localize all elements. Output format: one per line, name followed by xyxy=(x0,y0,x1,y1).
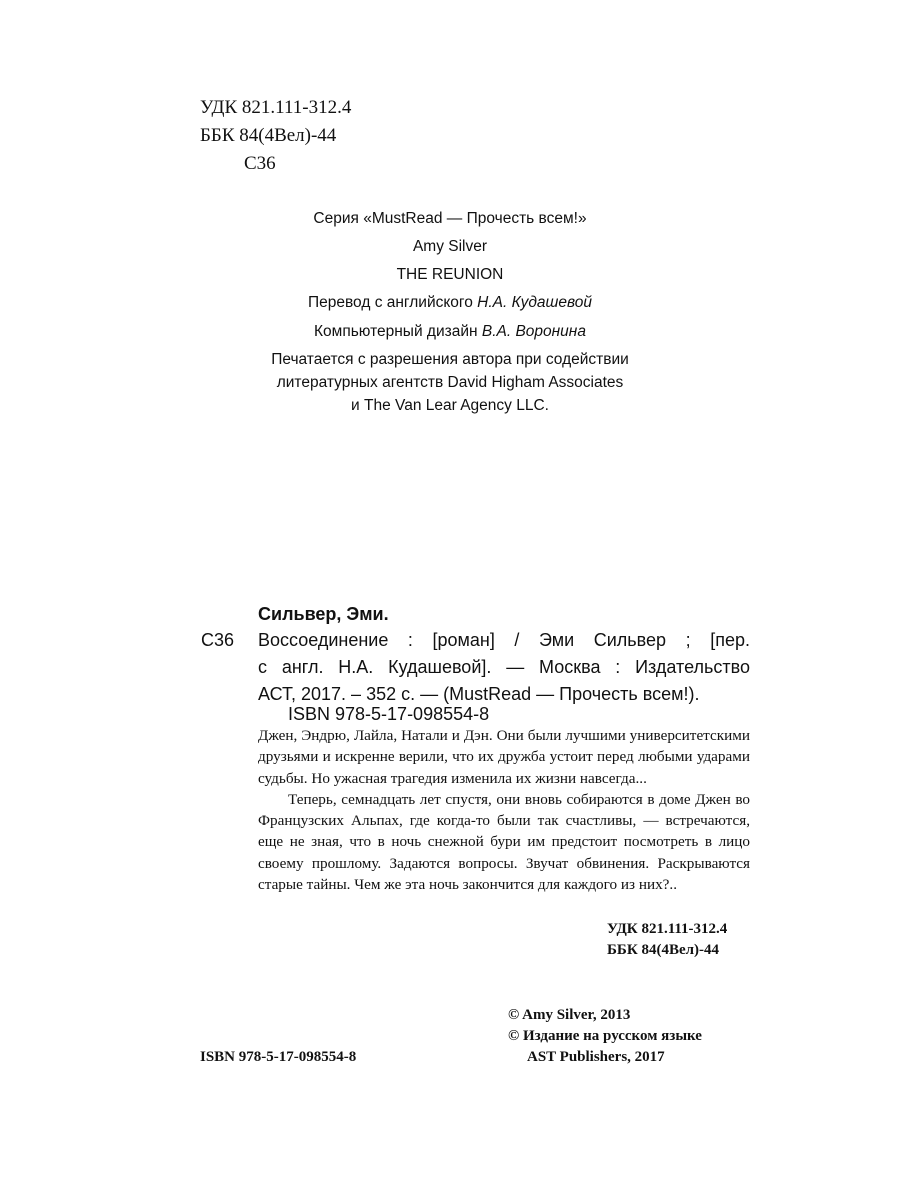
copyright-line-3: AST Publishers, 2017 xyxy=(527,1049,665,1065)
bib-code: С36 xyxy=(201,630,235,650)
footer-isbn: ISBN 978-5-17-098554-8 xyxy=(200,1049,357,1065)
title-en: THE REUNION xyxy=(396,266,504,283)
bib-description-line-2: с англ. Н.А. Кудашевой]. — Москва : Издательство xyxy=(258,657,750,677)
copyright-line-1: © Amy Silver, 2013 xyxy=(508,1007,631,1023)
header-bbk: ББК 84(4Вел)-44 xyxy=(200,125,337,146)
bib-isbn: ISBN 978-5-17-098554-8 xyxy=(288,704,490,724)
annotation-paragraph-2: Теперь, семнадцать лет спустя, они вновь собираются в доме Джен во Французских Альпах, где когда-то были так счастливы, — встречаются, еще не зная, что в ночь снежной бури им предстоит посмотреть в лицо своему прошлому. Задаются вопросы. Звучат обвинения. Раскрываются старые тайны. Чем же эта ночь закончится для каждого из них?.. xyxy=(258,790,750,894)
header-udk: УДК 821.111-312.4 xyxy=(200,97,352,118)
classification-udk: УДК 821.111-312.4 xyxy=(607,921,728,937)
design-prefix: Компьютерный дизайн xyxy=(314,323,482,340)
permission-line-2: литературных агентств David Higham Associates xyxy=(276,374,624,391)
annotation-paragraph-1: Джен, Эндрю, Лайла, Натали и Дэн. Они были лучшими университетскими друзьями и искренне верили, что их дружба устоит перед любыми ударами судьбы. Но ужасная трагедия изменила их жизни навсегда... xyxy=(258,727,750,787)
copyright-line-2: © Издание на русском языке xyxy=(508,1028,702,1044)
bib-author-heading: Сильвер, Эми. xyxy=(258,604,389,624)
header-author-code: С36 xyxy=(244,153,276,174)
credits-block xyxy=(200,205,700,417)
permission-line-1: Печатается с разрешения автора при содействии xyxy=(271,351,629,368)
translation-prefix: Перевод с английского xyxy=(308,294,478,311)
designer-name: В.А. Воронина xyxy=(481,323,586,340)
series-line: Серия «MustRead — Прочесть всем!» xyxy=(313,210,587,227)
bib-description-line-3: АСТ, 2017. – 352 с. — (MustRead — Прочесть всем!). xyxy=(258,684,700,704)
translator-name: Н.А. Кудашевой xyxy=(477,294,592,311)
author-en: Amy Silver xyxy=(412,238,488,255)
annotation xyxy=(258,725,750,895)
design-line xyxy=(200,317,700,347)
permission-line-3: и The Van Lear Agency LLC. xyxy=(351,397,549,414)
translation-line xyxy=(200,289,700,317)
bib-description xyxy=(258,630,750,711)
bib-description-line-1: Воссоединение : [роман] / Эми Сильвер ; [пер. xyxy=(258,630,750,650)
classification-bbk: ББК 84(4Вел)-44 xyxy=(607,942,720,958)
